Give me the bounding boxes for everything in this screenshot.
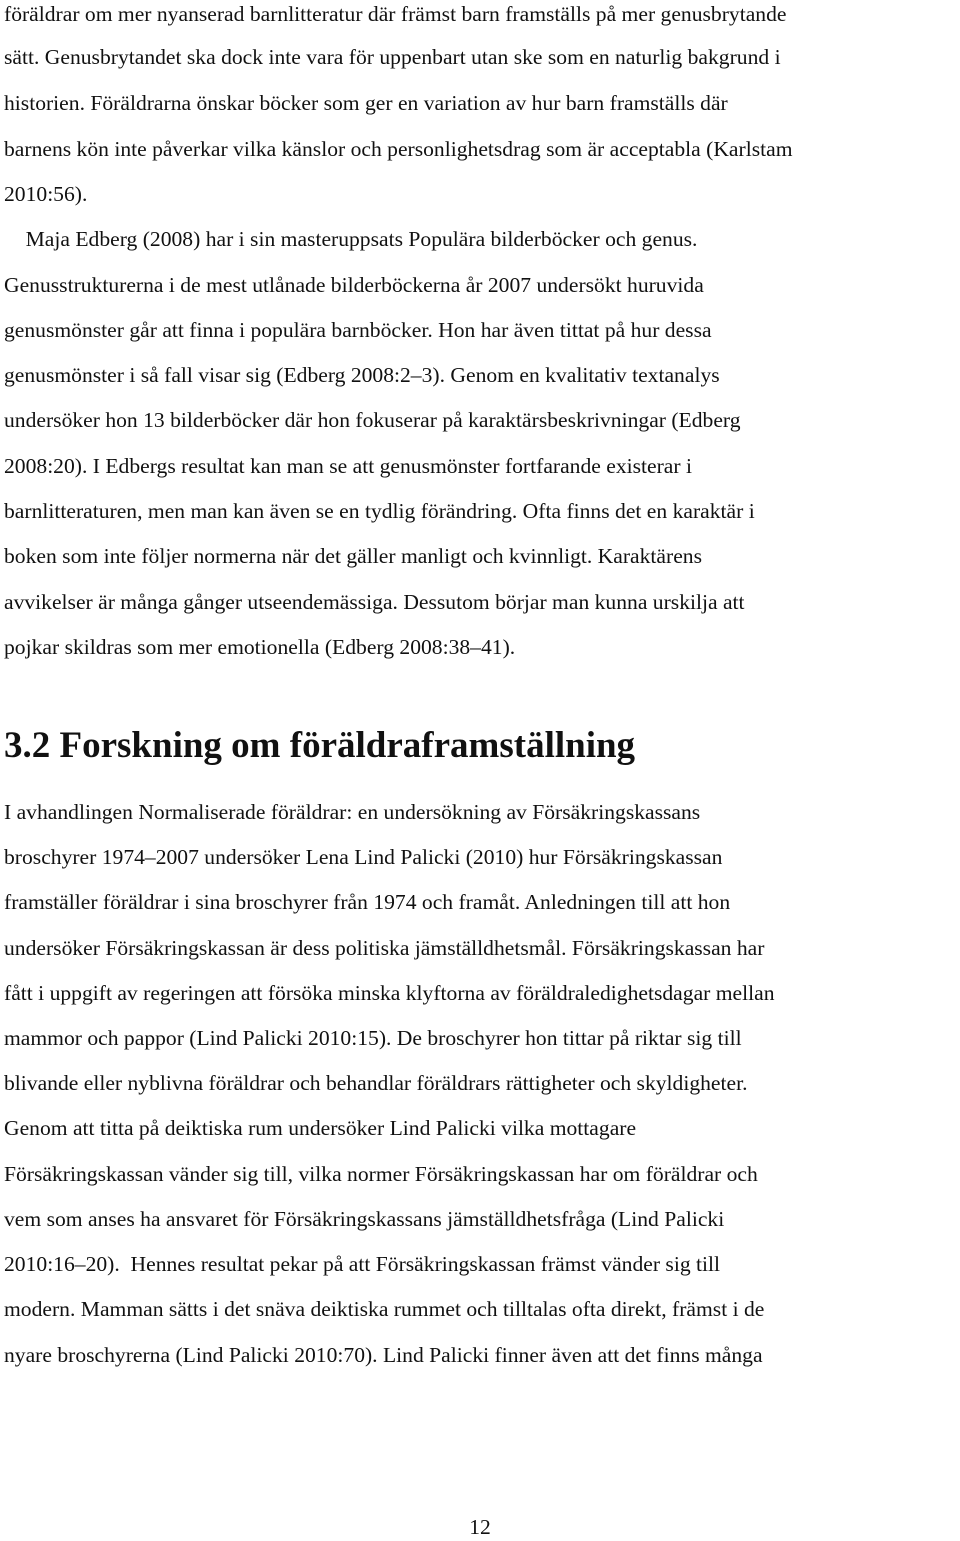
text-line: avvikelser är många gånger utseendemässiga. Dessutom börjar man kunna urskilja att bbox=[4, 590, 745, 614]
text-line: undersöker hon 13 bilderböcker där hon fokuserar på karaktärsbeskrivningar (Edberg bbox=[4, 408, 741, 432]
section-heading: 3.2 Forskning om föräldraframställning bbox=[4, 725, 636, 766]
text-line: sätt. Genusbrytandet ska dock inte vara för uppenbart utan ske som en naturlig bakgrund i bbox=[4, 45, 781, 69]
text-line: 2008:20). I Edbergs resultat kan man se att genusmönster fortfarande existerar i bbox=[4, 454, 692, 478]
text-line: 2010:56). bbox=[4, 182, 88, 206]
text-line: genusmönster i så fall visar sig (Edberg 2008:2–3). Genom en kvalitativ textanalys bbox=[4, 363, 720, 387]
text-line: blivande eller nyblivna föräldrar och behandlar föräldrars rättigheter och skyldigheter. bbox=[4, 1071, 748, 1095]
text-line: Genom att titta på deiktiska rum undersöker Lind Palicki vilka mottagare bbox=[4, 1116, 637, 1140]
text-line: Försäkringskassan vänder sig till, vilka normer Försäkringskassan har om föräldrar och bbox=[4, 1162, 758, 1186]
text-line: 2010:16–20). Hennes resultat pekar på att Försäkringskassan främst vänder sig till bbox=[4, 1252, 721, 1276]
text-line: I avhandlingen Normaliserade föräldrar: en undersökning av Försäkringskassans bbox=[4, 800, 701, 824]
text-line: boken som inte följer normerna när det gäller manligt och kvinnligt. Karaktärens bbox=[4, 544, 702, 568]
text-line: vem som anses ha ansvaret för Försäkringskassans jämställdhetsfråga (Lind Palicki bbox=[4, 1207, 725, 1231]
text-line: modern. Mamman sätts i det snäva deiktiska rummet och tilltalas ofta direkt, främst i de bbox=[4, 1297, 765, 1321]
text-line: pojkar skildras som mer emotionella (Edberg 2008:38–41). bbox=[4, 635, 516, 659]
text-line: historien. Föräldrarna önskar böcker som ger en variation av hur barn framställs där bbox=[4, 91, 728, 115]
text-line: barnlitteraturen, men man kan även se en tydlig förändring. Ofta finns det en karaktär i bbox=[4, 499, 755, 523]
text-line: mammor och pappor (Lind Palicki 2010:15). De broschyrer hon tittar på riktar sig till bbox=[4, 1026, 742, 1050]
text-line: genusmönster går att finna i populära barnböcker. Hon har även tittat på hur dessa bbox=[4, 318, 712, 342]
text-line: nyare broschyrerna (Lind Palicki 2010:70). Lind Palicki finner även att det finns många bbox=[4, 1343, 763, 1367]
page-number: 12 bbox=[469, 1515, 491, 1539]
text-line: Maja Edberg (2008) har i sin masteruppsats Populära bilderböcker och genus. bbox=[4, 227, 698, 251]
text-line: broschyrer 1974–2007 undersöker Lena Lind Palicki (2010) hur Försäkringskassan bbox=[4, 845, 723, 869]
text-line: fått i uppgift av regeringen att försöka minska klyftorna av föräldraledighetsdagar mellan bbox=[4, 981, 775, 1005]
text-line: undersöker Försäkringskassan är dess politiska jämställdhetsmål. Försäkringskassan har bbox=[4, 936, 765, 960]
text-line: framställer föräldrar i sina broschyrer från 1974 och framåt. Anledningen till att hon bbox=[4, 890, 731, 914]
text-line: barnens kön inte påverkar vilka känslor och personlighetsdrag som är acceptabla (Karlstam bbox=[4, 137, 793, 161]
text-line: Genusstrukturerna i de mest utlånade bilderböckerna år 2007 undersökt huruvida bbox=[4, 273, 704, 297]
text-line: föräldrar om mer nyanserad barnlitteratur där främst barn framställs på mer genusbrytande bbox=[4, 2, 787, 26]
